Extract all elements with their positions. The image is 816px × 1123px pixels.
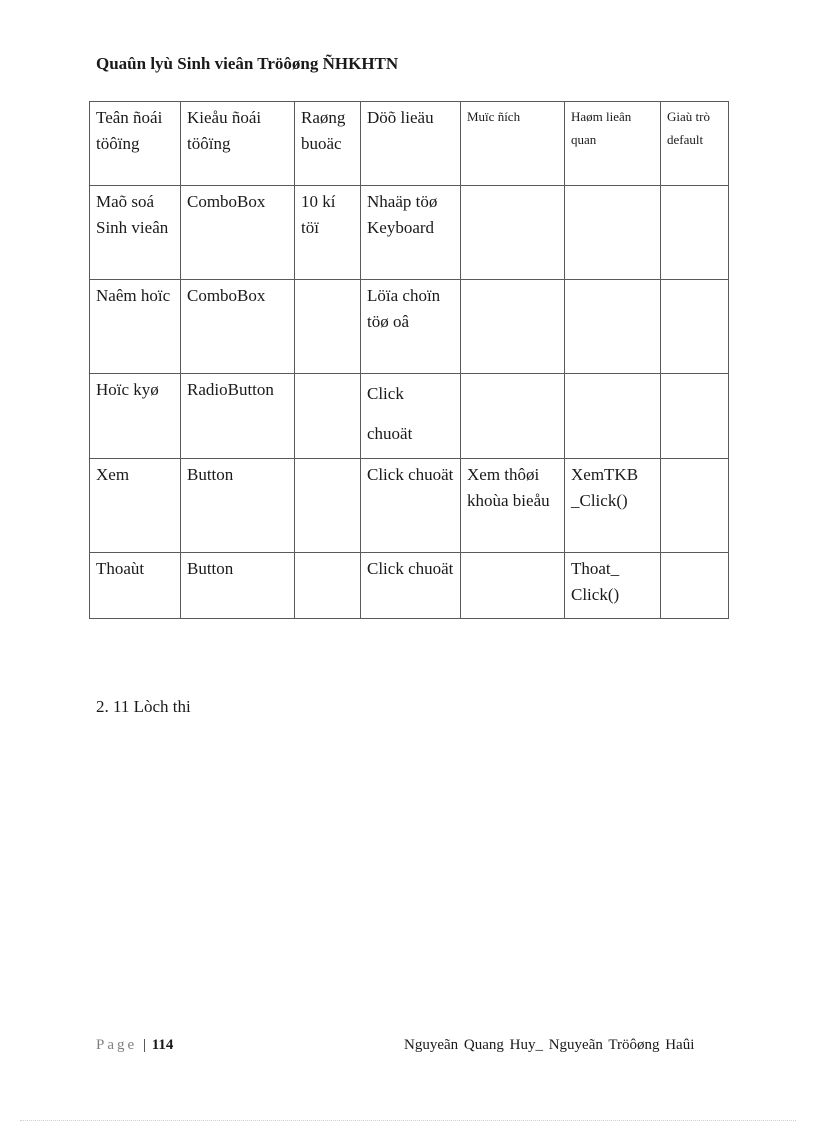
table-cell: 10 kí töï [295, 186, 361, 280]
column-header: Teân ñoái töôïng [90, 102, 181, 186]
table-row [90, 459, 729, 553]
table-cell: ComboBox [181, 186, 295, 280]
table-row [90, 374, 729, 459]
table-cell [565, 280, 661, 374]
table-cell: Button [181, 553, 295, 619]
table-cell [295, 459, 361, 553]
table-row [90, 553, 729, 619]
table-cell: Maõ soá Sinh vieân [90, 186, 181, 280]
table-cell: XemTKB _Click() [565, 459, 661, 553]
table-cell: Thoaùt [90, 553, 181, 619]
table-cell: Click chuoät [361, 553, 461, 619]
page-label: Page [96, 1037, 138, 1053]
table-row [90, 280, 729, 374]
table-cell [461, 280, 565, 374]
table-cell [295, 280, 361, 374]
table-cell: ComboBox [181, 280, 295, 374]
column-header: Muïc ñích [461, 102, 565, 186]
table-cell [295, 553, 361, 619]
table-cell: Xem [90, 459, 181, 553]
table-cell: Xem thôøi khoùa bieåu [461, 459, 565, 553]
column-header: Raøng buoäc [295, 102, 361, 186]
table-cell [661, 553, 729, 619]
object-properties-table [89, 101, 729, 619]
table-cell [461, 553, 565, 619]
table-cell [565, 374, 661, 459]
column-header: Haøm lieân quan [565, 102, 661, 186]
table-cell: Hoïc kyø [90, 374, 181, 459]
page-number: 114 [151, 1037, 174, 1053]
table-cell [661, 186, 729, 280]
table-cell: Thoat_ Click() [565, 553, 661, 619]
page-title: Quaûn lyù Sinh vieân Tröôøng ÑHKHTN [96, 54, 399, 73]
table-cell: RadioButton [181, 374, 295, 459]
table-cell [461, 374, 565, 459]
table-cell: Button [181, 459, 295, 553]
footer-authors: Nguyeãn Quang Huy_ Nguyeãn Tröôøng Haûi [404, 1037, 695, 1053]
table-cell: Click chuoät [361, 374, 461, 459]
table-cell [461, 186, 565, 280]
table-cell [565, 186, 661, 280]
table-cell: Naêm hoïc [90, 280, 181, 374]
table-cell: Click chuoät [361, 459, 461, 553]
table-cell [661, 459, 729, 553]
column-header: Döõ lieäu [361, 102, 461, 186]
page-footer-number [96, 1037, 173, 1054]
table-row [90, 186, 729, 280]
column-header: Kieåu ñoái töôïng [181, 102, 295, 186]
footer-separator: | [142, 1037, 146, 1053]
column-header: Giaù trò default [661, 102, 729, 186]
table-cell [661, 374, 729, 459]
table-cell: Löïa choïn töø oâ [361, 280, 461, 374]
table-cell [661, 280, 729, 374]
page-bottom-rule [20, 1120, 796, 1121]
table-cell [295, 374, 361, 459]
section-heading: 2. 11 Lòch thi [96, 697, 191, 716]
table-cell: Nhaäp töø Keyboard [361, 186, 461, 280]
table-header-row [90, 102, 729, 186]
